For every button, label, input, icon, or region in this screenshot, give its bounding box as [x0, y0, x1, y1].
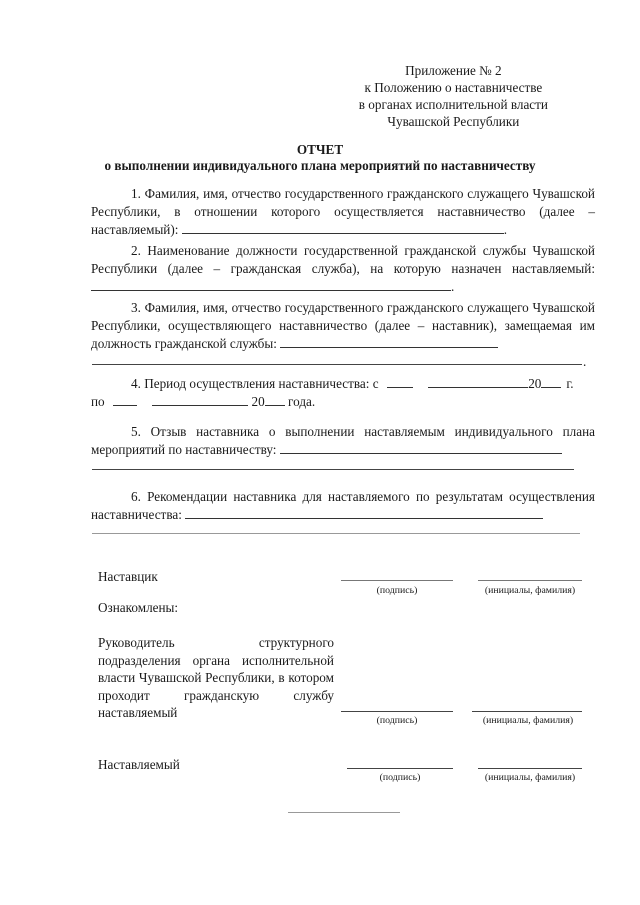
item-1-fill-line [182, 221, 504, 234]
mentor-label: Наставцик [98, 569, 158, 584]
item-6-extra-line [92, 533, 580, 534]
mentee-sign-caption: (подпись) [379, 772, 421, 783]
appendix-line-2: к Положению о наставничестве [364, 80, 543, 95]
item-3-extra-line [92, 364, 582, 365]
head-name-caption: (инициалы, фамилия) [482, 715, 574, 726]
appendix-line-1: Приложение № 2 [405, 63, 502, 78]
mentor-sign-line [341, 580, 453, 581]
mentor-sign-caption: (подпись) [376, 585, 418, 596]
item-6 [91, 488, 595, 524]
item-3 [91, 299, 595, 353]
item-6-fill-line [185, 506, 543, 519]
acquainted-label: Ознакомлены: [98, 600, 179, 615]
item-2: 2. Наименование должности государственной гражданской службы Чувашской Республики (далее – гражданская служба), на которую назначен наставляемый: . [91, 243, 595, 294]
head-name-line [472, 711, 582, 712]
head-sign-line [341, 711, 453, 712]
mentee-name-line [478, 768, 582, 769]
item-4-line-1: 4. Период осуществления наставничества: с 20 г. [131, 376, 574, 391]
item-1: 1. Фамилия, имя, отчество государственного гражданского служащего Чувашской Республики, в отношении которого осуществляется наставничество (далее – наставляемый): . [91, 186, 595, 237]
item-2-fill-line [91, 278, 451, 291]
item-5 [91, 423, 595, 459]
item-4-line-2: по 20 года. [91, 394, 316, 409]
appendix-line-4: Чувашской Республики [387, 114, 520, 129]
head-sign-caption: (подпись) [376, 715, 418, 726]
item-5-fill-line [280, 441, 562, 454]
mentee-name-caption: (инициалы, фамилия) [484, 772, 576, 783]
item-3-text: 3. Фамилия, имя, отчество государственного гражданского служащего Чувашской Республики, осуществляющего наставничество (далее – наставник), замещаемая им должность гражданской службы: [91, 300, 595, 351]
appendix-block [359, 62, 548, 130]
footer-divider [288, 812, 400, 813]
mentee-sign-line [347, 768, 453, 769]
item-3-fill-line [280, 335, 498, 348]
item-5-extra-line [92, 469, 574, 470]
item-5-text: 5. Отзыв наставника о выполнении наставляемым индивидуального плана мероприятий по наставничеству: [91, 424, 595, 457]
item-6-text: 6. Рекомендации наставника для наставляемого по результатам осуществления наставничества: [91, 489, 595, 522]
appendix-line-3: в органах исполнительной власти [358, 97, 548, 112]
report-title: ОТЧЕТ [296, 142, 344, 157]
mentor-name-caption: (инициалы, фамилия) [484, 585, 576, 596]
head-label: Руководитель структурного подразделения органа исполнительной власти Чувашской Республики, в котором проходит гражданскую службу наставляемый [98, 635, 334, 720]
report-subtitle: о выполнении индивидуального плана мероприятий по наставничеству [104, 158, 536, 173]
item-1-text: 1. Фамилия, имя, отчество государственного гражданского служащего Чувашской Республики, в отношении которого осуществляется наставничество (далее – наставляемый): [91, 186, 595, 237]
item-2-text: 2. Наименование должности государственной гражданской службы Чувашской Республики (далее – гражданская служба), на которую назначен наставляемый: [91, 243, 595, 276]
mentor-name-line [478, 580, 582, 581]
mentee-label: Наставляемый [98, 757, 180, 772]
